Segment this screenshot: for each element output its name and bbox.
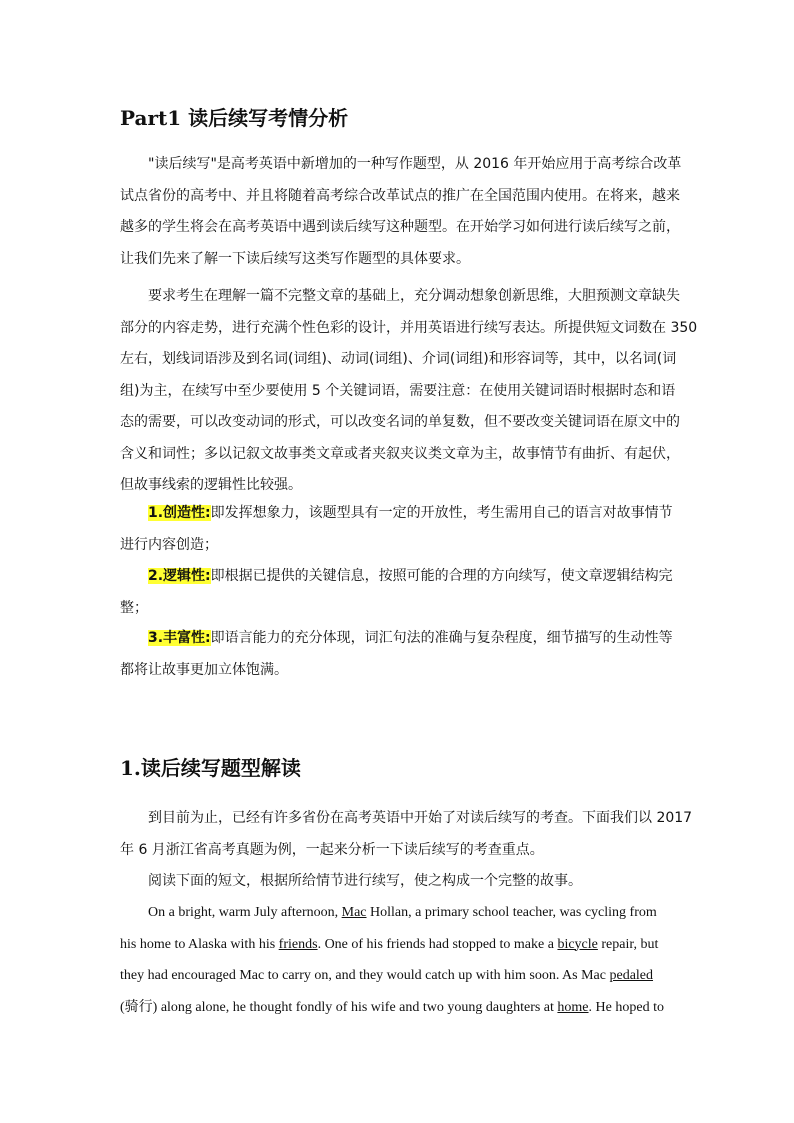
keyword-underlined: Mac <box>341 905 367 920</box>
text-line: 整； <box>120 599 148 616</box>
text-line: 但故事线索的逻辑性比较强。 <box>120 477 302 493</box>
text-line: "读后续写"是高考英语中新增加的一种写作题型，从 2016 年开始应用于高考综合改革 <box>148 156 682 172</box>
text-line: 部分的内容走势，进行充满个性色彩的设计，并用英语进行续写表达。所提供短文词数在 350 <box>120 319 698 336</box>
instruction-paragraph <box>120 866 676 898</box>
instruction-text: 阅读下面的短文，根据所给情节进行续写，使之构成一个完整的故事。 <box>148 873 582 889</box>
text-line: 都将让故事更加立体饱满。 <box>120 661 288 678</box>
point-richness <box>120 623 676 686</box>
text-line: 态的需要，可以改变动词的形式，可以改变名词的单复数，但不要改变关键词语在原文中的 <box>120 414 680 430</box>
text-line: 年 6 月浙江省高考真题为例，一起来分析一下读后续写的考查重点。 <box>120 841 544 858</box>
text-line: 进行内容创造； <box>120 536 218 553</box>
highlight-label: 2.逻辑性: <box>148 568 211 584</box>
highlight-label: 1.创造性: <box>148 505 211 521</box>
point-creativity <box>120 498 676 561</box>
text-line: 到目前为止，已经有许多省份在高考英语中开始了对读后续写的考查。下面我们以 2017 <box>148 810 693 826</box>
intro-paragraph <box>120 149 682 275</box>
text-line: 左右，划线词语涉及到名词(词组)、动词(词组)、介词(词组)和形容词等，其中，以名词(词 <box>120 351 677 367</box>
text-line: 含义和词性；多以记叙文故事类文章或者夹叙夹议类文章为主，故事情节有曲折、有起伏， <box>120 445 680 462</box>
story-paragraph: On a bright, warm July afternoon, Mac Hollan, a primary school teacher, was cycling from his home to Alaska with his friends. One of his friends had stopped to make a bicycle repair, but they had encouraged Mac to carry on, and they would catch up with him soon. As Mac pedaled (骑行) along alone, he thought fondly of his wife and two young daughters at home. He hoped to <box>120 905 664 1015</box>
text-line: 组)为主，在续写中至少要使用 5 个关键词语，需要注意：在使用关键词语时根据时态和语 <box>120 382 676 399</box>
text-line: 越多的学生将会在高考英语中遇到读后续写这种题型。在开始学习如何进行读后续写之前， <box>120 219 680 235</box>
point-text: 即发挥想象力，该题型具有一定的开放性，考生需用自己的语言对故事情节 <box>210 505 673 521</box>
heading-section1: 1.读后续写题型解读 <box>120 756 301 780</box>
text-line: 让我们先来了解一下读后续写这类写作题型的具体要求。 <box>120 250 470 267</box>
section-paragraph <box>120 803 693 866</box>
requirements-paragraph <box>120 281 698 502</box>
keyword-underlined: friends <box>278 936 318 952</box>
keyword-underlined: bicycle <box>557 936 598 952</box>
text-line: 要求考生在理解一篇不完整文章的基础上，充分调动想象创新思维，大胆预测文章缺失 <box>148 288 680 304</box>
point-text: 即语言能力的充分体现，词汇句法的准确与复杂程度，细节描写的生动性等 <box>210 630 673 646</box>
heading-part1: Part1 读后续写考情分析 <box>120 106 349 130</box>
point-logic <box>120 561 676 624</box>
point-text: 即根据已提供的关键信息，按照可能的合理的方向续写，使文章逻辑结构完 <box>210 568 673 584</box>
text-line: 试点省份的高考中、并且将随着高考综合改革试点的推广在全国范围内使用。在将来，越来 <box>120 187 680 204</box>
keyword-underlined: pedaled <box>609 968 654 983</box>
highlight-label: 3.丰富性: <box>148 630 211 646</box>
keyword-underlined: home <box>557 999 589 1015</box>
